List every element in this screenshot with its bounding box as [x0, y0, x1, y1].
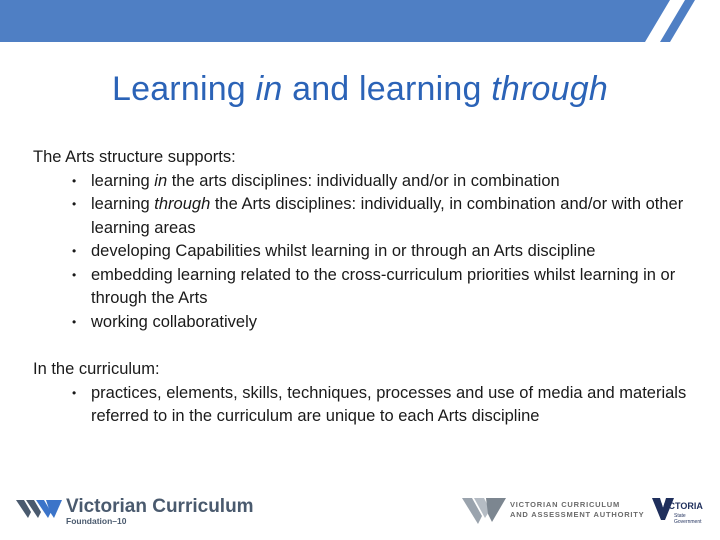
victorian-curriculum-logo — [16, 494, 276, 528]
bullet-dot-icon: • — [72, 385, 77, 400]
victoria-logo-sub2: Government — [674, 519, 702, 525]
vcaa-check-logo-icon — [462, 494, 506, 526]
vc-logo-sub: Foundation–10 — [66, 516, 127, 526]
bullet-dot-icon: • — [72, 244, 77, 258]
bullet-list — [33, 170, 693, 335]
victoria-state-logo — [650, 494, 712, 528]
header-bar — [0, 0, 720, 42]
slide-title: Learning in and learning through — [111, 70, 608, 108]
bullet-item: • working collaboratively — [72, 311, 693, 335]
victoria-logo-sub1: State — [674, 513, 686, 519]
bullet-dot-icon: • — [72, 314, 77, 329]
victoria-state-logo-icon — [650, 494, 712, 528]
bullet-item: • practices, elements, skills, techniques, processes and use of media and materials referred to in the curriculum are unique to each Arts discipline — [72, 383, 687, 425]
vcaa-logo — [462, 494, 645, 528]
header-notch-icon — [590, 0, 720, 42]
bullet-list — [33, 382, 693, 429]
bullet-dot-icon: • — [72, 267, 77, 282]
bullet-dot-icon: • — [72, 197, 77, 211]
vc-logo-name: Victorian Curriculum — [66, 496, 254, 517]
bullet-item: • embedding learning related to the cross-curriculum priorities whilst learning in or through the Arts — [72, 265, 676, 307]
vc-chevron-logo-icon — [16, 498, 62, 520]
section-lead: The Arts structure supports: — [33, 148, 236, 166]
vcaa-logo-text: VICTORIAN CURRICULUM AND ASSESSMENT AUTHORITY — [510, 500, 645, 519]
bullet-dot-icon: • — [72, 173, 77, 188]
victoria-logo-name: VICTORIA — [660, 501, 703, 511]
bullet-item: • learning through the Arts disciplines: individually, in combination and/or with other learning areas — [72, 195, 684, 237]
section-lead: In the curriculum: — [33, 360, 160, 378]
bullet-item: • developing Capabilities whilst learning in or through an Arts discipline — [72, 240, 693, 264]
slide-body — [33, 146, 693, 429]
bullet-item: • learning in the arts disciplines: individually and/or in combination — [72, 170, 693, 194]
